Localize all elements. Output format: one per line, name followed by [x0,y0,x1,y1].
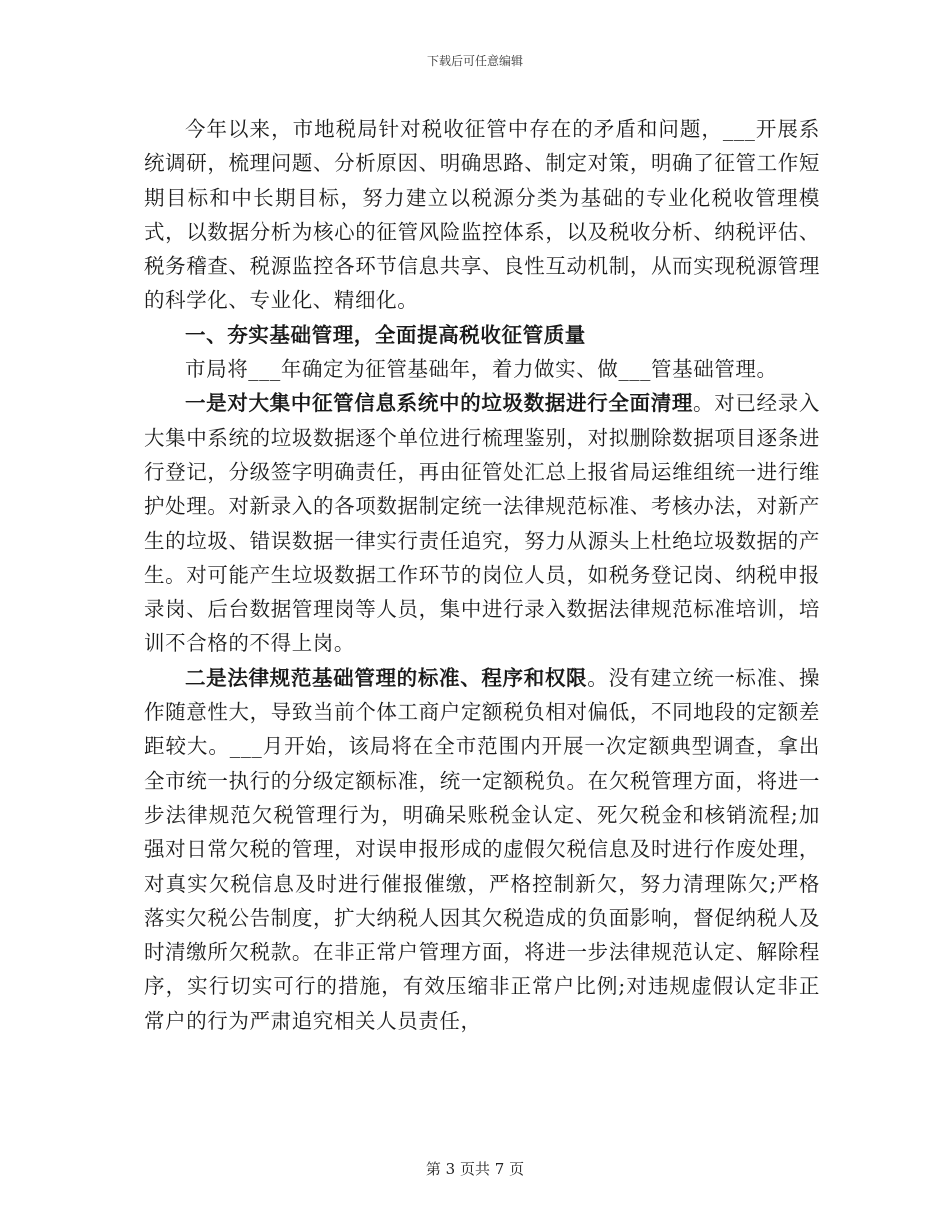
page-header: 下载后可任意编辑 [426,54,523,68]
paragraph-3-text: 。对已经录入大集中系统的垃圾数据逐个单位进行梳理鉴别，对拟删除数据项目逐条进行登记，分级签字明确责任，再由征管处汇总上报省局运维组统一进行维护处理。对新录入的各项数据制定统一法律规范标准、考核办法，对新产生的垃圾、错误数据一律实行责任追究，努力从源头上杜绝垃圾数据的产生。对可能产生垃圾数据工作环节的岗位人员，如税务登记岗、纳税申报录岗、后台数据管理岗等人员，集中进行录入数据法律规范标准培训，培训不合格的不得上岗。 [144,391,820,656]
document-body [144,112,820,1038]
paragraph-intro: 今年以来，市地税局针对税收征管中存在的矛盾和问题，___开展系统调研，梳理问题、分析原因、明确思路、制定对策，明确了征管工作短期目标和中长期目标，努力建立以税源分类为基础的专业化税收管理模式，以数据分析为核心的征管风险监控体系，以及税收分析、纳税评估、税务稽查、税源监控各环节信息共享、良性互动机制，从而实现税源管理的科学化、专业化、精细化。 [144,117,820,313]
paragraph-2: 市局将___年确定为征管基础年，着力做实、做___管基础管理。 [185,357,778,382]
paragraph-4-lead: 二是法律规范基础管理的标准、程序和权限 [185,665,588,690]
paragraph-4-text: 。没有建立统一标准、操作随意性大，导致当前个体工商户定额税负相对偏低，不同地段的定额差距较大。___月开始，该局将在全市范围内开展一次定额典型调查，拿出全市统一执行的分级定额标准，统一定额税负。在欠税管理方面，将进一步法律规范欠税管理行为，明确呆账税金认定、死欠税金和核销流程;加强对日常欠税的管理，对误申报形成的虚假欠税信息及时进行作废处理，对真实欠税信息及时进行催报催缴，严格控制新欠，努力清理陈欠;严格落实欠税公告制度，扩大纳税人因其欠税造成的负面影响，督促纳税人及时清缴所欠税款。在非正常户管理方面，将进一步法律规范认定、解除程序，实行切实可行的措施，有效压缩非正常户比例;对违规虚假认定非正常户的行为严肃追究相关人员责任， [144,665,820,1033]
paragraph-3-lead: 一是对大集中征管信息系统中的垃圾数据进行全面清理 [185,391,694,416]
section-heading-1: 一、夯实基础管理，全面提高税收征管质量 [185,322,586,347]
paragraph-3 [144,386,820,660]
paragraph-4 [144,661,820,1038]
page-footer: 第 3 页共 7 页 [425,1160,525,1178]
